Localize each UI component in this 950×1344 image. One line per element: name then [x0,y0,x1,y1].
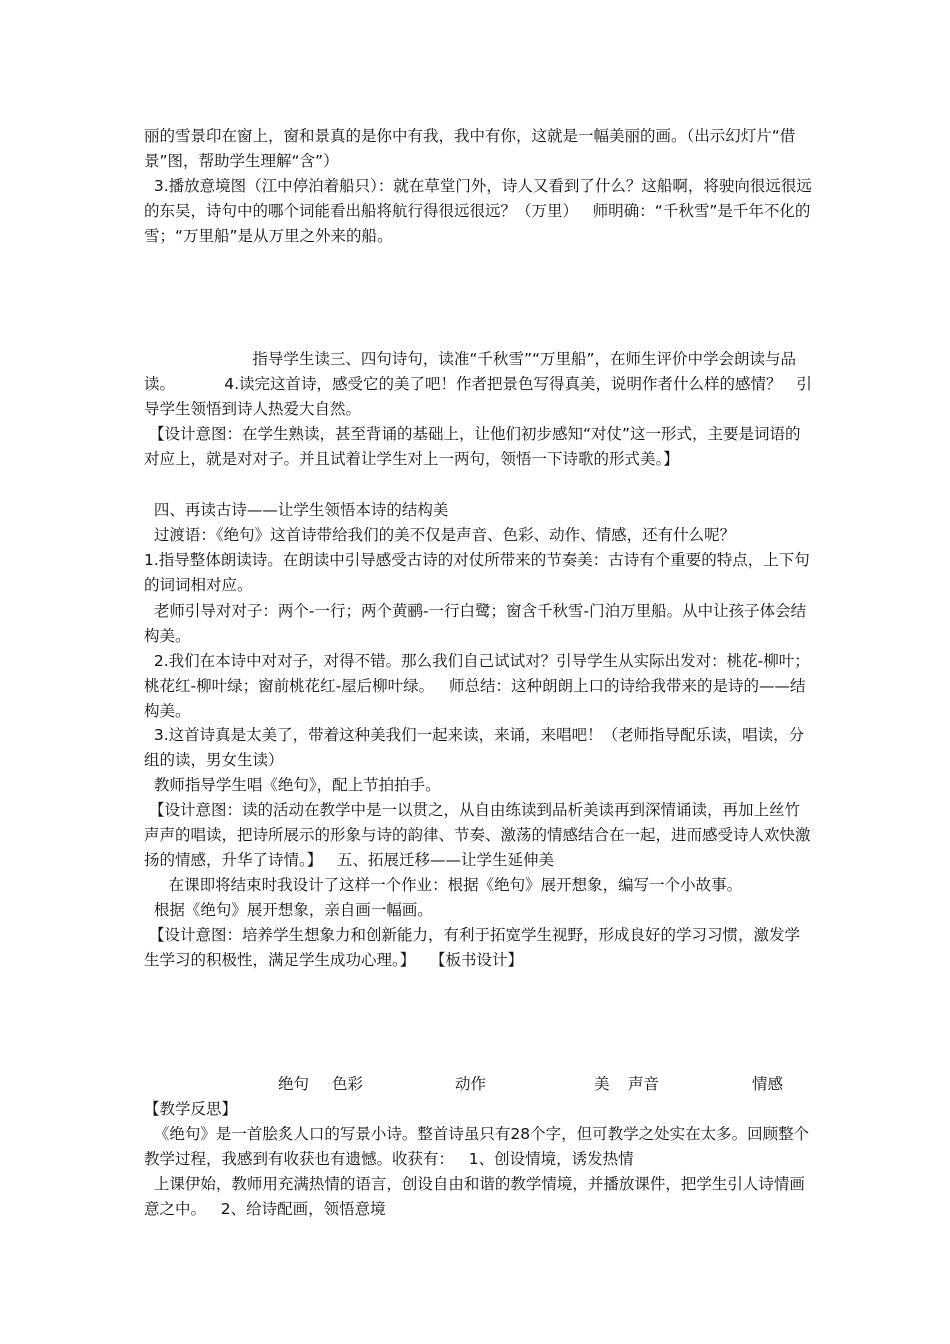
paragraph-scenery-window: 丽的雪景印在窗上，窗和景真的是你中有我，我中有你，这就是一幅美丽的画。（出示幻灯片“借景”图，帮助学生理解“含”） [144,127,796,170]
board-colors: 色彩 [332,1075,364,1093]
paragraph-design-intent-2: 【设计意图：读的活动在教学中是一以贯之，从自由练读到品析美读再到深情诵读，再加上丝竹声声的唱读，把诗所展示的形象与诗的韵律、节奏、激荡的情感结合在一起，进而感受诗人欢快激扬的情感，升华了诗情。】 五、拓展迁移——让学生延伸美 [144,801,811,869]
board-action: 动作 [455,1075,487,1093]
paragraph-homework: 在课即将结束时我设计了这样一个作业：根据《绝句》展开想象，编写一个小故事。 [144,876,743,894]
paragraph-step-2: 2.我们在本诗中对对子，对得不错。那么我们自己试试对？引导学生从实际出发对：桃花-柳叶；桃花红-柳叶绿；窗前桃花红-屋后柳叶绿。 师总结：这种朗朗上口的诗给我带来的是诗的——结构美。 [144,652,810,720]
paragraph-couplets: 老师引导对对子：两个-一行；两个黄鹂-一行白鹭；窗含千秋雪-门泊万里船。从中让孩子体会结构美。 [144,602,807,645]
board-emotion: 情感 [752,1075,784,1093]
paragraph-step-1: 1.指导整体朗读诗。在朗读中引导感受古诗的对仗所带来的节奏美：古诗有个重要的特点，上下句的词词相对应。 [144,551,810,594]
paragraph-reflection-2: 上课伊始，教师用充满热情的语言，创设自由和谐的教学情境，并播放课件，把学生引人诗情画意之中。 2、给诗配画，领悟意境 [144,1175,805,1218]
paragraph-transition: 过渡语：《绝句》这首诗带给我们的美不仅是声音、色彩、动作、情感，还有什么呢？ [144,526,736,544]
paragraph-sing: 教师指导学生唱《绝句》，配上节拍拍手。 [144,776,441,794]
paragraph-guide-reading: 指导学生读三、四句诗句，读准“千秋雪”“万里船”，在师生评价中学会朗读与品读。 4.读完这首诗，感受它的美了吧！作者把景色写得真美，说明作者什么样的感情？ 引导学生领悟到诗人热爱大自然。 [144,350,812,418]
paragraph-reflection-1: 《绝句》是一首脍炙人口的写景小诗。整首诗虽只有28个字，但可教学之处实在太多。回顾整个教学过程，我感到有收获也有遗憾。收获有： 1、创设情境，诱发热情 [144,1125,810,1168]
paragraph-draw: 根据《绝句》展开想象，亲自画一幅画。 [144,901,433,919]
board-beauty: 美 [594,1075,610,1093]
paragraph-design-intent-3: 【设计意图：培养学生想象力和创新能力，有利于拓宽学生视野，形成良好的学习习惯，激发学生学习的积极性，满足学生成功心理。】 【板书设计】 [144,926,800,969]
board-title: 绝句 [278,1075,310,1093]
paragraph-design-intent-1: 【设计意图：在学生熟读，甚至背诵的基础上，让他们初步感知“对仗”这一形式，主要是词语的对应上，就是对对子。并且试着让学生对上一两句，领悟一下诗歌的形式美。】 [144,425,801,468]
board-sound: 声音 [628,1075,660,1093]
section-heading-reflection: 【教学反思】 [144,1100,238,1118]
section-heading-4: 四、再读古诗——让学生领悟本诗的结构美 [144,501,449,519]
paragraph-boat-scene: 3.播放意境图（江中停泊着船只）：就在草堂门外，诗人又看到了什么？这船啊，将驶向很远很远的东吴，诗句中的哪个词能看出船将航行得很远很远？（万里） 师明确：“千秋雪”是千年不化的雪；“万里船”是从万里之外来的船。 [144,177,812,245]
paragraph-step-3: 3.这首诗真是太美了，带着这种美我们一起来读，来诵，来唱吧！（老师指导配乐读，唱读，分组的读，男女生读） [144,726,805,769]
